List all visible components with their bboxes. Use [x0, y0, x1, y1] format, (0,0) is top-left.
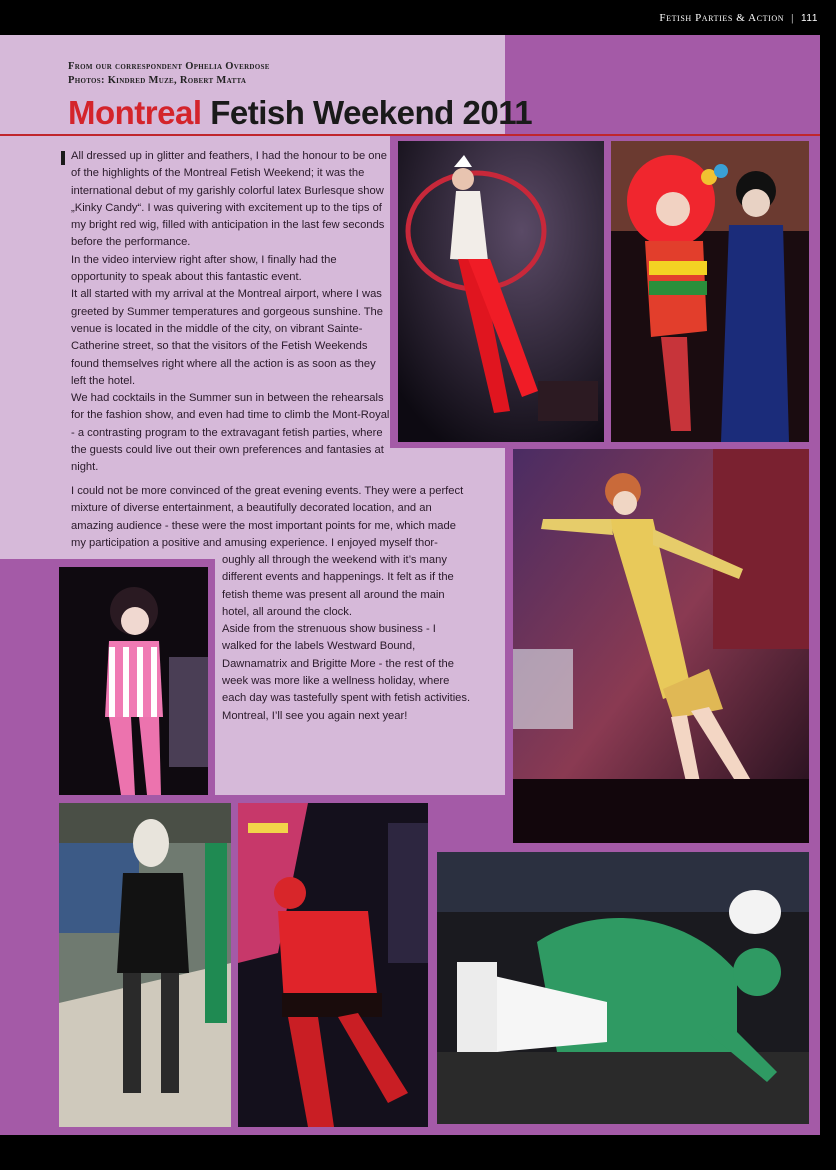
paragraph: In the video interview right after show, I finally had the opportunity to speak about this fantastic event. — [71, 253, 337, 284]
paragraph: It all started with my arrival at the Montreal airport, where I was greeted by Summer temperatures and gorgeous sunshine. The venue is located in the middle of the city, on vibrant Sainte-Catherine street, so that the visitors of the Fetish Weekends found themselves right where all the action is as soon as they left the hotel. — [71, 288, 383, 387]
photo-two-women — [611, 141, 809, 442]
paragraph-marker — [61, 151, 65, 165]
title-rule — [0, 134, 820, 136]
photo-credit: Photos: Kindred Muze, Robert Matta — [68, 75, 247, 86]
title-highlight: Montreal — [68, 94, 202, 131]
photo-gold-dress — [513, 449, 809, 843]
section-name: Fetish Parties & Action — [659, 12, 785, 24]
photo-subway-latex — [59, 803, 231, 1127]
article-title — [68, 94, 532, 132]
paragraph: I could not be more convinced of the great evening events. They were a perfect mixture of diverse entertainment, a beautifully decorated location, and an amazing audience - these were the most important points for me, which made my participation a positive and amusing experience. I enjoyed myself thor- — [71, 485, 464, 549]
title-rest: Fetish Weekend 2011 — [210, 94, 533, 131]
article-wide-paragraph — [71, 483, 471, 552]
photo-hoop-performer — [398, 141, 604, 442]
photo-red-latex-street — [238, 803, 428, 1127]
article-column-2 — [222, 552, 472, 725]
bottom-bar — [0, 1135, 836, 1170]
paragraph: Aside from the strenuous show business - I walked for the labels Westward Bound, Dawnamatrix and Brigitte More - the rest of the week was more like a wellness holiday, where each day was tastefully spent with fetish activities. Montreal, I’ll see you again next year! — [222, 623, 471, 722]
paragraph: We had cocktails in the Summer sun in between the rehearsals for the fashion show, and even had time to climb the Mont-Royal - a contrasting program to the extravagant fetish parties, where the guests could live out their own preferences and fantasies at night. — [71, 392, 390, 474]
page-number: 111 — [800, 13, 818, 24]
paragraph: All dressed up in glitter and feathers, I had the honour to be one of the highlights of the Montreal Fetish Weekend; it was the international debut of my garishly colorful latex Burlesque show „Kinky Candy“. I was quivering with excitement up to the tips of my bright red wig, filled with anticipation in the last few seconds before the performance. — [71, 150, 387, 249]
correspondent-credit: From our correspondent Ophelia Overdose — [68, 61, 270, 72]
photo-pink-stripes — [59, 567, 208, 795]
article-column-1 — [71, 148, 391, 477]
top-bar — [0, 0, 836, 35]
photo-green-latex — [437, 852, 809, 1124]
running-header — [659, 12, 818, 24]
header-separator: | — [791, 12, 794, 24]
paragraph: oughly all through the weekend with it’s many different events and happenings. It felt as if the fetish theme was present all around the main hotel, all around the clock. — [222, 554, 454, 618]
